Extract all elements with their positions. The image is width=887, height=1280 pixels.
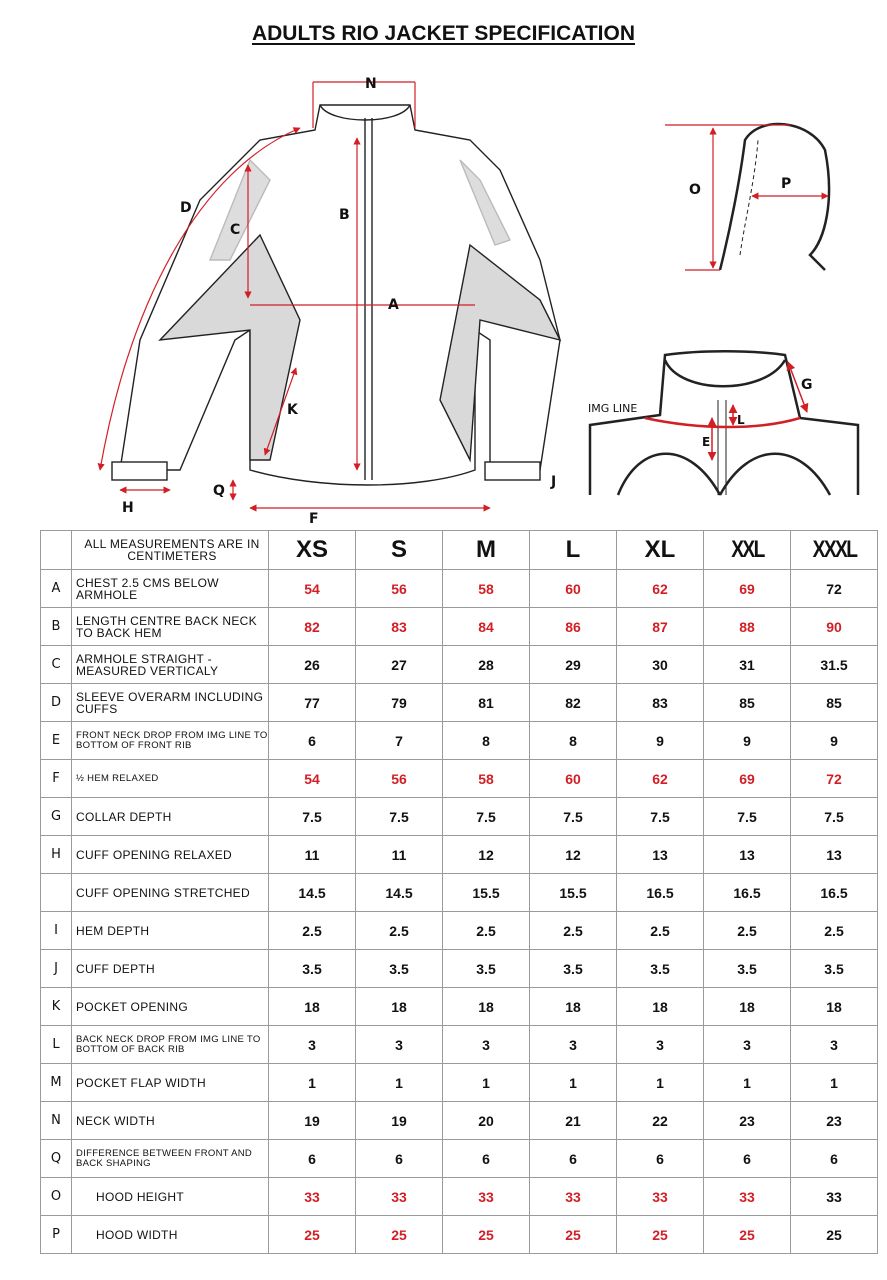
value-s: 27 (356, 646, 443, 684)
value-xxxl: 31.5 (791, 646, 878, 684)
size-header-xl: XL (617, 531, 704, 570)
label-j: J (551, 474, 557, 490)
table-row (41, 1216, 878, 1254)
value-s: 3 (356, 1026, 443, 1064)
value-m: 84 (443, 608, 530, 646)
value-xxl: 18 (704, 988, 791, 1026)
value-xl: 3 (617, 1026, 704, 1064)
label-o: O (689, 182, 701, 198)
value-l: 12 (530, 836, 617, 874)
value-xxxl: 6 (791, 1140, 878, 1178)
label-p: P (781, 176, 792, 192)
value-xxxl: 1 (791, 1064, 878, 1102)
value-s: 7 (356, 722, 443, 760)
value-xs: 25 (269, 1216, 356, 1254)
label-l: L (737, 413, 745, 427)
label-c: C (230, 222, 241, 238)
row-code: P (41, 1216, 72, 1254)
label-n: N (365, 76, 377, 92)
value-xl: 1 (617, 1064, 704, 1102)
value-xxxl: 9 (791, 722, 878, 760)
row-code: N (41, 1102, 72, 1140)
jacket-technical-drawing (0, 60, 887, 530)
row-code: F (41, 760, 72, 798)
table-row (41, 1140, 878, 1178)
value-s: 2.5 (356, 912, 443, 950)
row-code: C (41, 646, 72, 684)
row-description: HOOD HEIGHT (72, 1178, 269, 1216)
value-xxl: 25 (704, 1216, 791, 1254)
value-xxl: 3.5 (704, 950, 791, 988)
value-s: 14.5 (356, 874, 443, 912)
value-xl: 13 (617, 836, 704, 874)
value-xxxl: 3.5 (791, 950, 878, 988)
table-row (41, 646, 878, 684)
row-description: COLLAR DEPTH (72, 798, 269, 836)
size-header-l: L (530, 531, 617, 570)
label-d: D (180, 200, 192, 216)
row-description: SLEEVE OVERARM INCLUDING CUFFS (72, 684, 269, 722)
value-s: 79 (356, 684, 443, 722)
value-xs: 54 (269, 570, 356, 608)
row-code: M (41, 1064, 72, 1102)
table-row (41, 836, 878, 874)
value-m: 58 (443, 760, 530, 798)
table-row (41, 874, 878, 912)
value-l: 60 (530, 760, 617, 798)
row-description: HOOD WIDTH (72, 1216, 269, 1254)
label-b: B (339, 207, 350, 223)
label-a: A (388, 297, 399, 313)
value-xl: 83 (617, 684, 704, 722)
row-code: H (41, 836, 72, 874)
table-row (41, 722, 878, 760)
row-code: G (41, 798, 72, 836)
value-l: 18 (530, 988, 617, 1026)
value-s: 83 (356, 608, 443, 646)
value-l: 2.5 (530, 912, 617, 950)
value-m: 3.5 (443, 950, 530, 988)
value-xxl: 16.5 (704, 874, 791, 912)
value-xs: 11 (269, 836, 356, 874)
row-code: L (41, 1026, 72, 1064)
value-xxxl: 7.5 (791, 798, 878, 836)
value-xxl: 9 (704, 722, 791, 760)
value-xxxl: 72 (791, 760, 878, 798)
value-m: 33 (443, 1178, 530, 1216)
value-xs: 19 (269, 1102, 356, 1140)
value-xxxl: 72 (791, 570, 878, 608)
size-header-xs: XS (269, 531, 356, 570)
value-xxl: 33 (704, 1178, 791, 1216)
table-row (41, 684, 878, 722)
size-header-xxl: XXL (712, 531, 782, 570)
value-s: 3.5 (356, 950, 443, 988)
value-l: 3.5 (530, 950, 617, 988)
value-xxxl: 25 (791, 1216, 878, 1254)
table-row (41, 608, 878, 646)
value-xl: 6 (617, 1140, 704, 1178)
value-xl: 87 (617, 608, 704, 646)
table-row (41, 570, 878, 608)
row-code: I (41, 912, 72, 950)
value-xxxl: 90 (791, 608, 878, 646)
row-description: CUFF OPENING STRETCHED (72, 874, 269, 912)
value-xs: 18 (269, 988, 356, 1026)
value-xl: 16.5 (617, 874, 704, 912)
label-h: H (122, 500, 134, 516)
value-xl: 33 (617, 1178, 704, 1216)
label-f: F (309, 511, 319, 527)
value-m: 28 (443, 646, 530, 684)
value-xxl: 69 (704, 760, 791, 798)
value-m: 18 (443, 988, 530, 1026)
value-xl: 22 (617, 1102, 704, 1140)
value-xxl: 85 (704, 684, 791, 722)
table-row (41, 760, 878, 798)
value-xxxl: 16.5 (791, 874, 878, 912)
value-xs: 26 (269, 646, 356, 684)
value-s: 18 (356, 988, 443, 1026)
value-xxl: 69 (704, 570, 791, 608)
value-xl: 7.5 (617, 798, 704, 836)
value-xxl: 13 (704, 836, 791, 874)
value-l: 21 (530, 1102, 617, 1140)
value-xs: 77 (269, 684, 356, 722)
value-s: 19 (356, 1102, 443, 1140)
row-code (41, 874, 72, 912)
value-m: 7.5 (443, 798, 530, 836)
value-l: 7.5 (530, 798, 617, 836)
row-code: B (41, 608, 72, 646)
value-m: 25 (443, 1216, 530, 1254)
value-xxl: 88 (704, 608, 791, 646)
label-q: Q (213, 483, 225, 499)
value-s: 33 (356, 1178, 443, 1216)
row-code: K (41, 988, 72, 1026)
value-xxl: 31 (704, 646, 791, 684)
value-s: 1 (356, 1064, 443, 1102)
value-xxl: 2.5 (704, 912, 791, 950)
value-m: 20 (443, 1102, 530, 1140)
size-header-xxxl: XXXL (799, 531, 869, 570)
row-description: LENGTH CENTRE BACK NECK TO BACK HEM (72, 608, 269, 646)
row-code: A (41, 570, 72, 608)
value-xs: 3 (269, 1026, 356, 1064)
row-description: NECK WIDTH (72, 1102, 269, 1140)
table-row (41, 1026, 878, 1064)
row-code: Q (41, 1140, 72, 1178)
value-xl: 62 (617, 760, 704, 798)
row-description: POCKET FLAP WIDTH (72, 1064, 269, 1102)
value-xs: 3.5 (269, 950, 356, 988)
value-xxl: 1 (704, 1064, 791, 1102)
value-l: 60 (530, 570, 617, 608)
value-l: 25 (530, 1216, 617, 1254)
collar-detail-illustration (590, 351, 858, 495)
value-xxxl: 23 (791, 1102, 878, 1140)
row-description: CUFF OPENING RELAXED (72, 836, 269, 874)
value-l: 15.5 (530, 874, 617, 912)
value-s: 6 (356, 1140, 443, 1178)
value-xxxl: 33 (791, 1178, 878, 1216)
value-s: 56 (356, 570, 443, 608)
value-m: 2.5 (443, 912, 530, 950)
table-row (41, 950, 878, 988)
row-description: HEM DEPTH (72, 912, 269, 950)
value-m: 6 (443, 1140, 530, 1178)
value-xs: 6 (269, 722, 356, 760)
value-m: 81 (443, 684, 530, 722)
size-header-m: M (443, 531, 530, 570)
value-xs: 1 (269, 1064, 356, 1102)
row-description: DIFFERENCE BETWEEN FRONT AND BACK SHAPING (72, 1140, 269, 1178)
value-xxl: 3 (704, 1026, 791, 1064)
value-xxxl: 2.5 (791, 912, 878, 950)
row-description: ARMHOLE STRAIGHT - MEASURED VERTICALY (72, 646, 269, 684)
row-description: BACK NECK DROP FROM IMG LINE TO BOTTOM OF BACK RIB (72, 1026, 269, 1064)
row-code: D (41, 684, 72, 722)
value-xl: 9 (617, 722, 704, 760)
label-img-line: IMG LINE (588, 402, 638, 415)
table-header-row (41, 531, 878, 570)
value-s: 25 (356, 1216, 443, 1254)
table-row (41, 798, 878, 836)
value-m: 3 (443, 1026, 530, 1064)
value-xs: 7.5 (269, 798, 356, 836)
page-title: ADULTS RIO JACKET SPECIFICATION (251, 22, 636, 45)
size-header-s: S (356, 531, 443, 570)
value-l: 86 (530, 608, 617, 646)
value-m: 1 (443, 1064, 530, 1102)
value-l: 1 (530, 1064, 617, 1102)
value-xxxl: 85 (791, 684, 878, 722)
label-g: G (801, 377, 813, 393)
table-row (41, 1178, 878, 1216)
value-xs: 14.5 (269, 874, 356, 912)
row-code: J (41, 950, 72, 988)
table-row (41, 1064, 878, 1102)
value-xxl: 7.5 (704, 798, 791, 836)
table-row (41, 1102, 878, 1140)
value-s: 56 (356, 760, 443, 798)
value-xxxl: 13 (791, 836, 878, 874)
value-l: 82 (530, 684, 617, 722)
label-e: E (702, 435, 711, 449)
table-row (41, 988, 878, 1026)
row-description: CHEST 2.5 CMS BELOW ARMHOLE (72, 570, 269, 608)
value-l: 3 (530, 1026, 617, 1064)
value-xs: 6 (269, 1140, 356, 1178)
value-xxxl: 3 (791, 1026, 878, 1064)
value-xs: 54 (269, 760, 356, 798)
value-l: 29 (530, 646, 617, 684)
value-xs: 82 (269, 608, 356, 646)
jacket-front-illustration (112, 105, 560, 485)
value-s: 7.5 (356, 798, 443, 836)
value-xl: 3.5 (617, 950, 704, 988)
value-m: 12 (443, 836, 530, 874)
value-xs: 2.5 (269, 912, 356, 950)
size-spec-table (40, 530, 878, 1254)
value-l: 6 (530, 1140, 617, 1178)
row-code: O (41, 1178, 72, 1216)
value-xs: 33 (269, 1178, 356, 1216)
value-m: 8 (443, 722, 530, 760)
row-code: E (41, 722, 72, 760)
value-xl: 30 (617, 646, 704, 684)
row-description: ½ HEM RELAXED (72, 760, 269, 798)
value-xl: 18 (617, 988, 704, 1026)
value-m: 58 (443, 570, 530, 608)
value-xl: 62 (617, 570, 704, 608)
label-k: K (287, 402, 298, 418)
header-blank-cell (41, 531, 72, 570)
value-l: 33 (530, 1178, 617, 1216)
header-note: ALL MEASUREMENTS ARE IN CENTIMETERS (72, 531, 269, 570)
value-m: 15.5 (443, 874, 530, 912)
value-xxxl: 18 (791, 988, 878, 1026)
row-description: CUFF DEPTH (72, 950, 269, 988)
row-description: POCKET OPENING (72, 988, 269, 1026)
hood-illustration (720, 124, 829, 270)
value-xxl: 23 (704, 1102, 791, 1140)
value-xl: 2.5 (617, 912, 704, 950)
value-xxl: 6 (704, 1140, 791, 1178)
row-description: FRONT NECK DROP FROM IMG LINE TO BOTTOM OF FRONT RIB (72, 722, 269, 760)
value-s: 11 (356, 836, 443, 874)
value-l: 8 (530, 722, 617, 760)
value-xl: 25 (617, 1216, 704, 1254)
table-row (41, 912, 878, 950)
